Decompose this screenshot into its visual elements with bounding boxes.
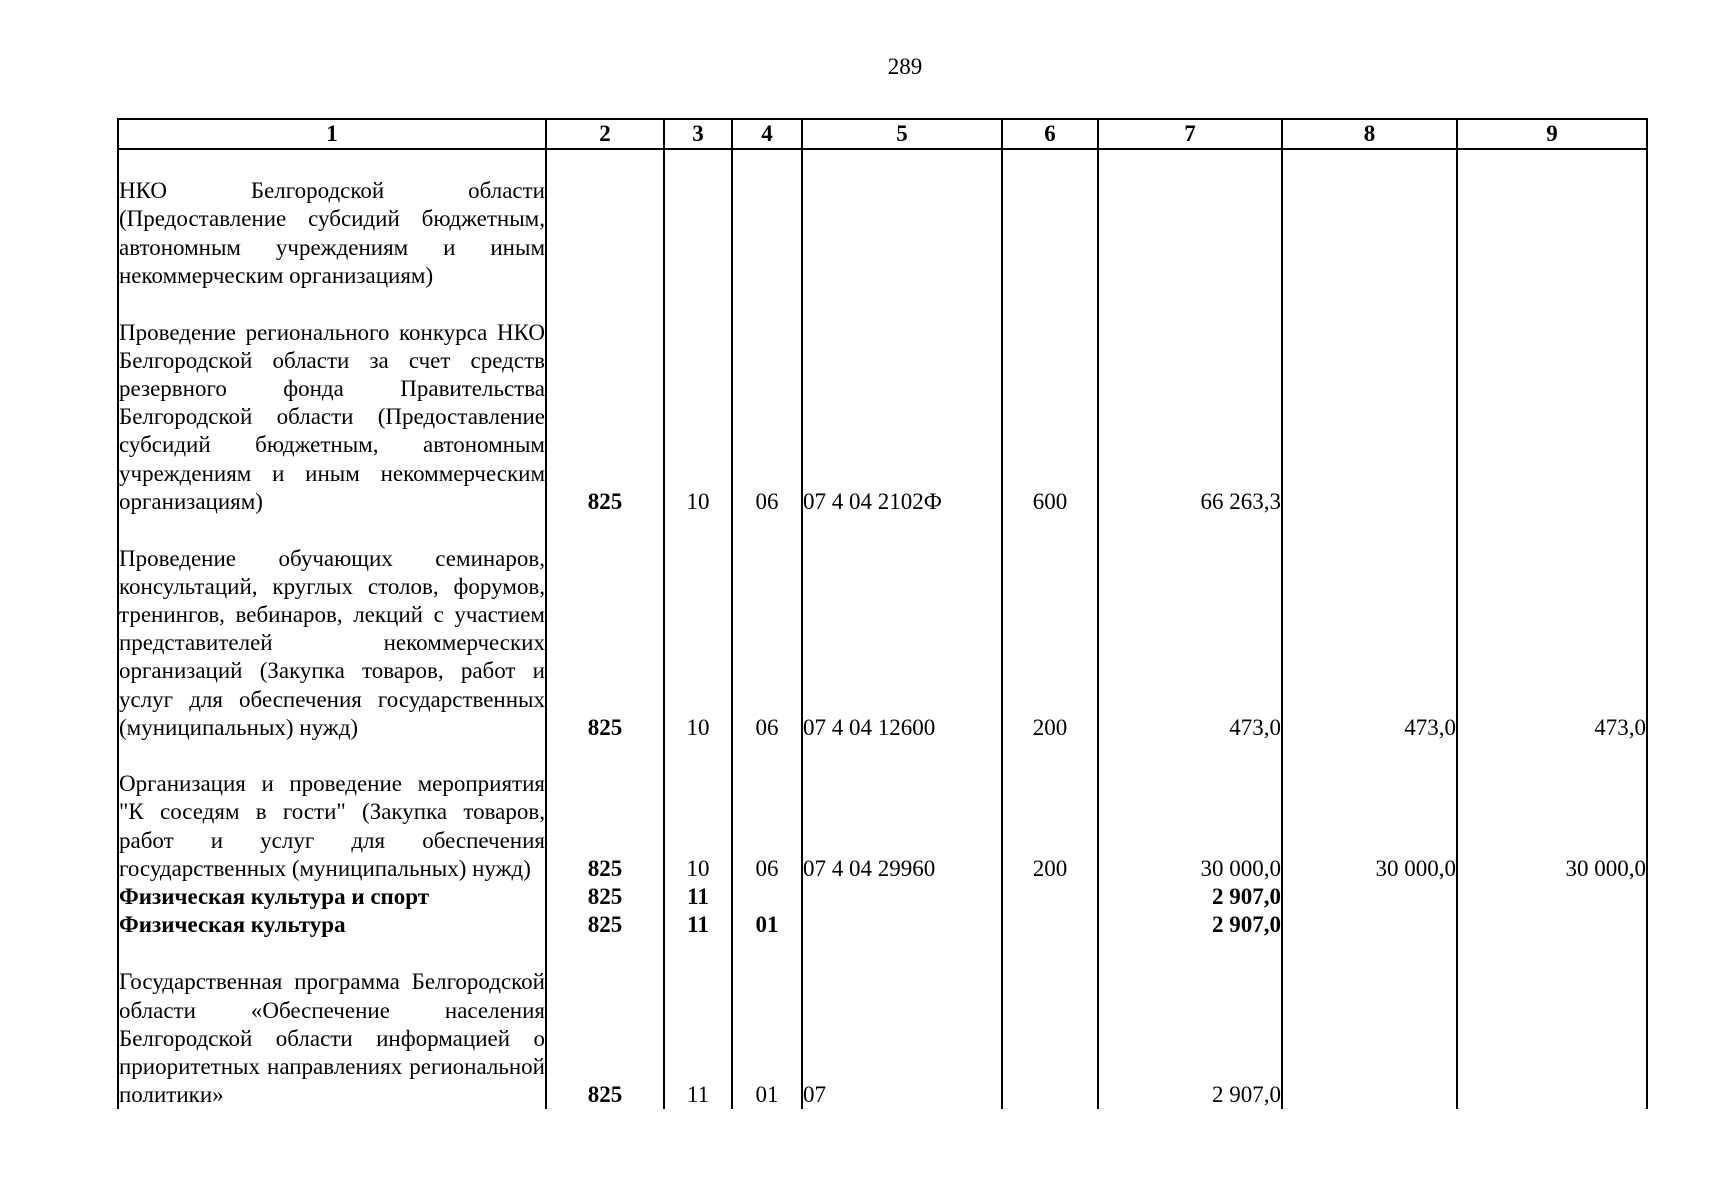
cell-admin-code: 825	[546, 742, 664, 883]
header-col-5: 5	[802, 119, 1002, 149]
cell-expense-type	[1002, 911, 1098, 939]
cell-target-article	[802, 149, 1002, 290]
cell-amount-8: 473,0	[1282, 516, 1457, 742]
cell-amount-8	[1282, 290, 1457, 516]
budget-table	[117, 118, 1648, 1109]
cell-amount: 2 907,0	[1098, 883, 1282, 911]
cell-subsection: 06	[732, 742, 802, 883]
header-col-3: 3	[664, 119, 732, 149]
cell-amount: 66 263,3	[1098, 290, 1282, 516]
cell-section: 10	[664, 290, 732, 516]
cell-subsection: 06	[732, 516, 802, 742]
cell-amount: 473,0	[1098, 516, 1282, 742]
header-col-6: 6	[1002, 119, 1098, 149]
table-row	[118, 939, 1647, 1109]
table-row	[118, 149, 1647, 290]
cell-amount-8: 30 000,0	[1282, 742, 1457, 883]
header-col-2: 2	[546, 119, 664, 149]
cell-section: 11	[664, 883, 732, 911]
cell-admin-code: 825	[546, 939, 664, 1109]
cell-target-article	[802, 911, 1002, 939]
cell-target-article: 07 4 04 2102Ф	[802, 290, 1002, 516]
row-description: Государственная программа Белгородской области «Обеспечение населения Белгородской области информацией о приоритетных направлениях региональной политики»	[118, 939, 546, 1109]
cell-section: 10	[664, 742, 732, 883]
table-row	[118, 911, 1647, 939]
cell-section: 11	[664, 939, 732, 1109]
cell-subsection: 01	[732, 911, 802, 939]
cell-section	[664, 149, 732, 290]
row-description: Организация и проведение мероприятия "К соседям в гости" (Закупка товаров, работ и услуг для обеспечения государственных (муниципальных) нужд)	[118, 742, 546, 883]
cell-target-article: 07 4 04 29960	[802, 742, 1002, 883]
cell-admin-code: 825	[546, 516, 664, 742]
cell-subsection: 01	[732, 939, 802, 1109]
cell-admin-code: 825	[546, 290, 664, 516]
row-description: Проведение обучающих семинаров, консультаций, круглых столов, форумов, тренингов, вебинаров, лекций с участием представителей некоммерческих организаций (Закупка товаров, работ и услуг для обеспечения государственных (муниципальных) нужд)	[118, 516, 546, 742]
cell-amount: 2 907,0	[1098, 911, 1282, 939]
table-row	[118, 742, 1647, 883]
cell-amount-9	[1457, 149, 1647, 290]
row-description: Физическая культура	[118, 911, 546, 939]
table-row	[118, 290, 1647, 516]
cell-expense-type: 200	[1002, 516, 1098, 742]
cell-expense-type	[1002, 939, 1098, 1109]
cell-target-article: 07	[802, 939, 1002, 1109]
header-col-7: 7	[1098, 119, 1282, 149]
cell-amount-9	[1457, 911, 1647, 939]
table-header-row	[118, 119, 1647, 149]
cell-admin-code: 825	[546, 911, 664, 939]
cell-amount: 30 000,0	[1098, 742, 1282, 883]
cell-section: 10	[664, 516, 732, 742]
cell-expense-type: 600	[1002, 290, 1098, 516]
cell-amount	[1098, 149, 1282, 290]
header-col-9: 9	[1457, 119, 1647, 149]
cell-expense-type	[1002, 149, 1098, 290]
cell-expense-type: 200	[1002, 742, 1098, 883]
cell-admin-code	[546, 149, 664, 290]
cell-amount-9	[1457, 939, 1647, 1109]
page-number: 289	[887, 54, 923, 79]
cell-subsection	[732, 883, 802, 911]
cell-subsection	[732, 149, 802, 290]
cell-amount-8	[1282, 149, 1457, 290]
cell-amount-9	[1457, 883, 1647, 911]
header-col-4: 4	[732, 119, 802, 149]
cell-amount-8	[1282, 939, 1457, 1109]
cell-amount-9: 30 000,0	[1457, 742, 1647, 883]
cell-amount-8	[1282, 883, 1457, 911]
cell-amount-9	[1457, 290, 1647, 516]
row-description: Физическая культура и спорт	[118, 883, 546, 911]
cell-section: 11	[664, 911, 732, 939]
cell-amount: 2 907,0	[1098, 939, 1282, 1109]
table-row	[118, 516, 1647, 742]
cell-amount-8	[1282, 911, 1457, 939]
cell-target-article	[802, 883, 1002, 911]
row-description: НКО Белгородской области (Предоставление субсидий бюджетным, автономным учреждениям и иным некоммерческим организациям)	[118, 149, 546, 290]
header-col-1: 1	[118, 119, 546, 149]
table-row	[118, 883, 1647, 911]
cell-admin-code: 825	[546, 883, 664, 911]
cell-expense-type	[1002, 883, 1098, 911]
header-col-8: 8	[1282, 119, 1457, 149]
cell-amount-9: 473,0	[1457, 516, 1647, 742]
row-description: Проведение регионального конкурса НКО Белгородской области за счет средств резервного фонда Правительства Белгородской области (Предоставление субсидий бюджетным, автономным учреждениям и иным некоммерческим организациям)	[118, 290, 546, 516]
cell-target-article: 07 4 04 12600	[802, 516, 1002, 742]
cell-subsection: 06	[732, 290, 802, 516]
